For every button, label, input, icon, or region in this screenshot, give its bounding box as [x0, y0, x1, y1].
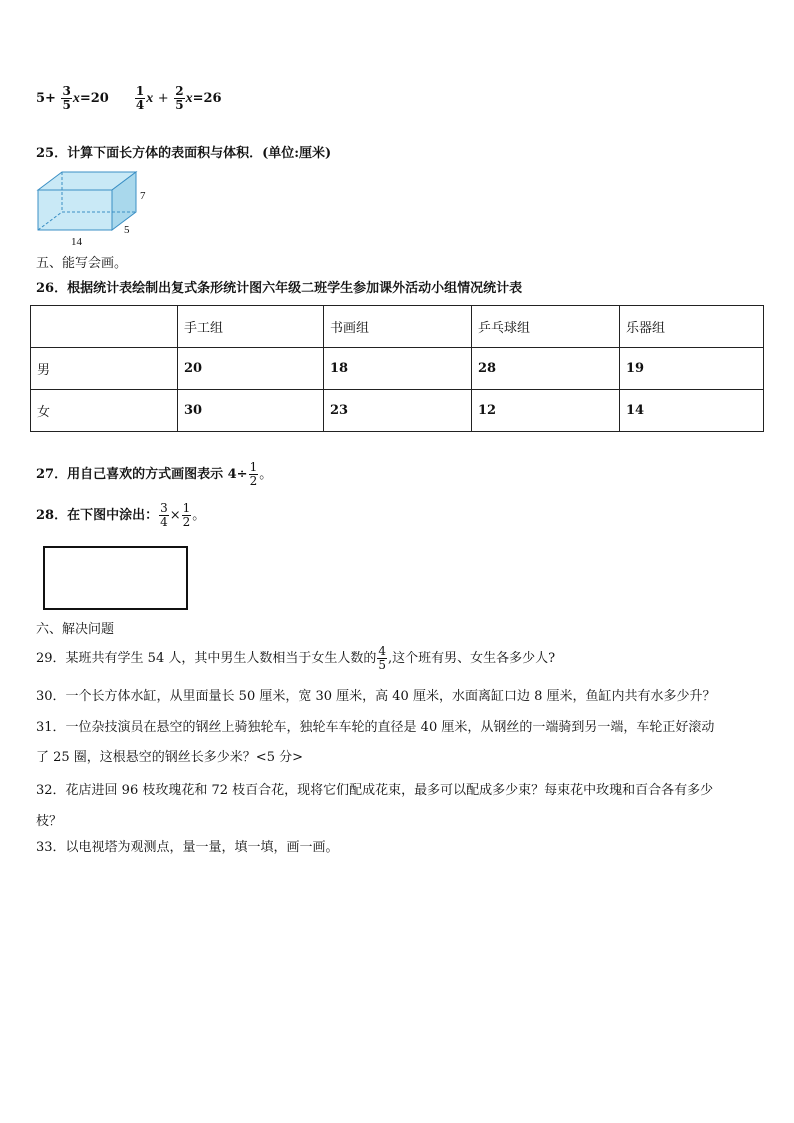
- section-6-title: 六、解决问题: [36, 622, 115, 637]
- eq2-numerator-1: 1: [135, 84, 145, 98]
- eq2-denominator-2: 5: [175, 98, 184, 112]
- eq2-suffix: =26: [192, 91, 222, 106]
- q28-numerator-1: 3: [160, 501, 168, 515]
- q27-numerator: 1: [249, 460, 258, 474]
- cuboid-figure: [36, 168, 166, 248]
- question-25: 25．计算下面长方体的表面积与体积．(单位:厘米): [36, 146, 332, 161]
- q28-times: ×: [169, 508, 181, 523]
- row-label: 男: [31, 348, 178, 390]
- eq1-numerator: 3: [62, 84, 71, 98]
- cuboid-front-face: [38, 190, 112, 230]
- question-31-line-2: 了 25 圈，这根悬空的钢丝长多少米？<5 分>: [36, 750, 303, 765]
- q27-denominator: 2: [249, 474, 258, 488]
- question-29: [36, 643, 555, 675]
- eq1-variable: x: [72, 91, 80, 106]
- dim-width-label: 5: [124, 224, 130, 236]
- table-header-cell: 书画组: [324, 306, 472, 348]
- q29-fraction: [377, 645, 387, 672]
- question-31-line-1: 31．一位杂技演员在悬空的钢丝上骑独轮车，独轮车车轮的直径是 40 厘米，从钢丝的一端骑到另一端，车轮正好滚动: [36, 720, 715, 735]
- question-32-line-1: 32．花店进回 96 枝玫瑰花和 72 枝百合花，现将它们配成花束，最多可以配成多少束？每束花中玫瑰和百合各有多少: [36, 783, 714, 798]
- shading-rectangle[interactable]: [43, 546, 188, 610]
- table-header-cell: 乐器组: [620, 306, 764, 348]
- section-5-title: 五、能写会画。: [36, 256, 128, 271]
- table-header-row: [31, 306, 764, 348]
- q28-denominator-2: 2: [182, 515, 191, 529]
- table-cell: 30: [178, 390, 324, 432]
- table-cell: 12: [472, 390, 620, 432]
- q29-end: ,这个班有男、女生各多少人?: [388, 651, 556, 666]
- stats-table: [30, 305, 764, 432]
- table-cell: 28: [472, 348, 620, 390]
- eq1-suffix: =20: [79, 91, 109, 106]
- eq2-fraction-1: [135, 85, 145, 112]
- q28-end: 。: [192, 508, 206, 523]
- q28-fraction-1: [159, 502, 169, 529]
- question-28-text: 28．在下图中涂出：: [36, 508, 159, 523]
- table-row: [31, 390, 764, 432]
- table-cell: 20: [178, 348, 324, 390]
- dim-length-label: 14: [71, 236, 82, 248]
- q27-end: 。: [259, 467, 273, 482]
- table-header-cell: [31, 306, 178, 348]
- eq1-prefix: 5+: [36, 91, 56, 106]
- equations-line: [36, 85, 222, 112]
- dim-height-label: 7: [140, 190, 146, 202]
- table-row: [31, 348, 764, 390]
- eq2-fraction-2: [174, 85, 184, 112]
- q29-denominator: 5: [378, 658, 386, 672]
- table-cell: 23: [324, 390, 472, 432]
- table-header-cell: 手工组: [178, 306, 324, 348]
- question-30: 30．一个长方体水缸，从里面量长 50 厘米，宽 30 厘米，高 40 厘米，水面离缸口边 8 厘米，鱼缸内共有水多少升？: [36, 689, 716, 704]
- eq2-numerator-2: 2: [175, 84, 184, 98]
- question-32-line-2: 枝？: [36, 814, 63, 829]
- eq2-plus: +: [157, 91, 169, 106]
- table-cell: 14: [620, 390, 764, 432]
- question-28: [36, 500, 205, 532]
- table-cell: 18: [324, 348, 472, 390]
- eq1-fraction: [61, 85, 71, 112]
- table-cell: 19: [620, 348, 764, 390]
- q28-numerator-2: 1: [182, 501, 191, 515]
- row-label: 女: [31, 390, 178, 432]
- question-27-text: 27．用自己喜欢的方式画图表示 4÷: [36, 467, 248, 482]
- question-27: [36, 460, 272, 490]
- question-33: 33．以电视塔为观测点，量一量，填一填，画一画。: [36, 840, 339, 855]
- question-29-text: 29．某班共有学生 54 人，其中男生人数相当于女生人数的: [36, 651, 377, 666]
- q27-fraction: [249, 461, 259, 488]
- eq2-variable-1: x: [146, 91, 154, 106]
- table-header-cell: 乒乓球组: [472, 306, 620, 348]
- q28-fraction-2: [182, 502, 192, 529]
- eq2-variable-2: x: [185, 91, 193, 106]
- eq1-denominator: 5: [62, 98, 71, 112]
- q29-numerator: 4: [378, 644, 386, 658]
- eq2-denominator-1: 4: [135, 98, 145, 112]
- q28-denominator-1: 4: [160, 515, 168, 529]
- question-26: 26．根据统计表绘制出复式条形统计图六年级二班学生参加课外活动小组情况统计表: [36, 281, 523, 296]
